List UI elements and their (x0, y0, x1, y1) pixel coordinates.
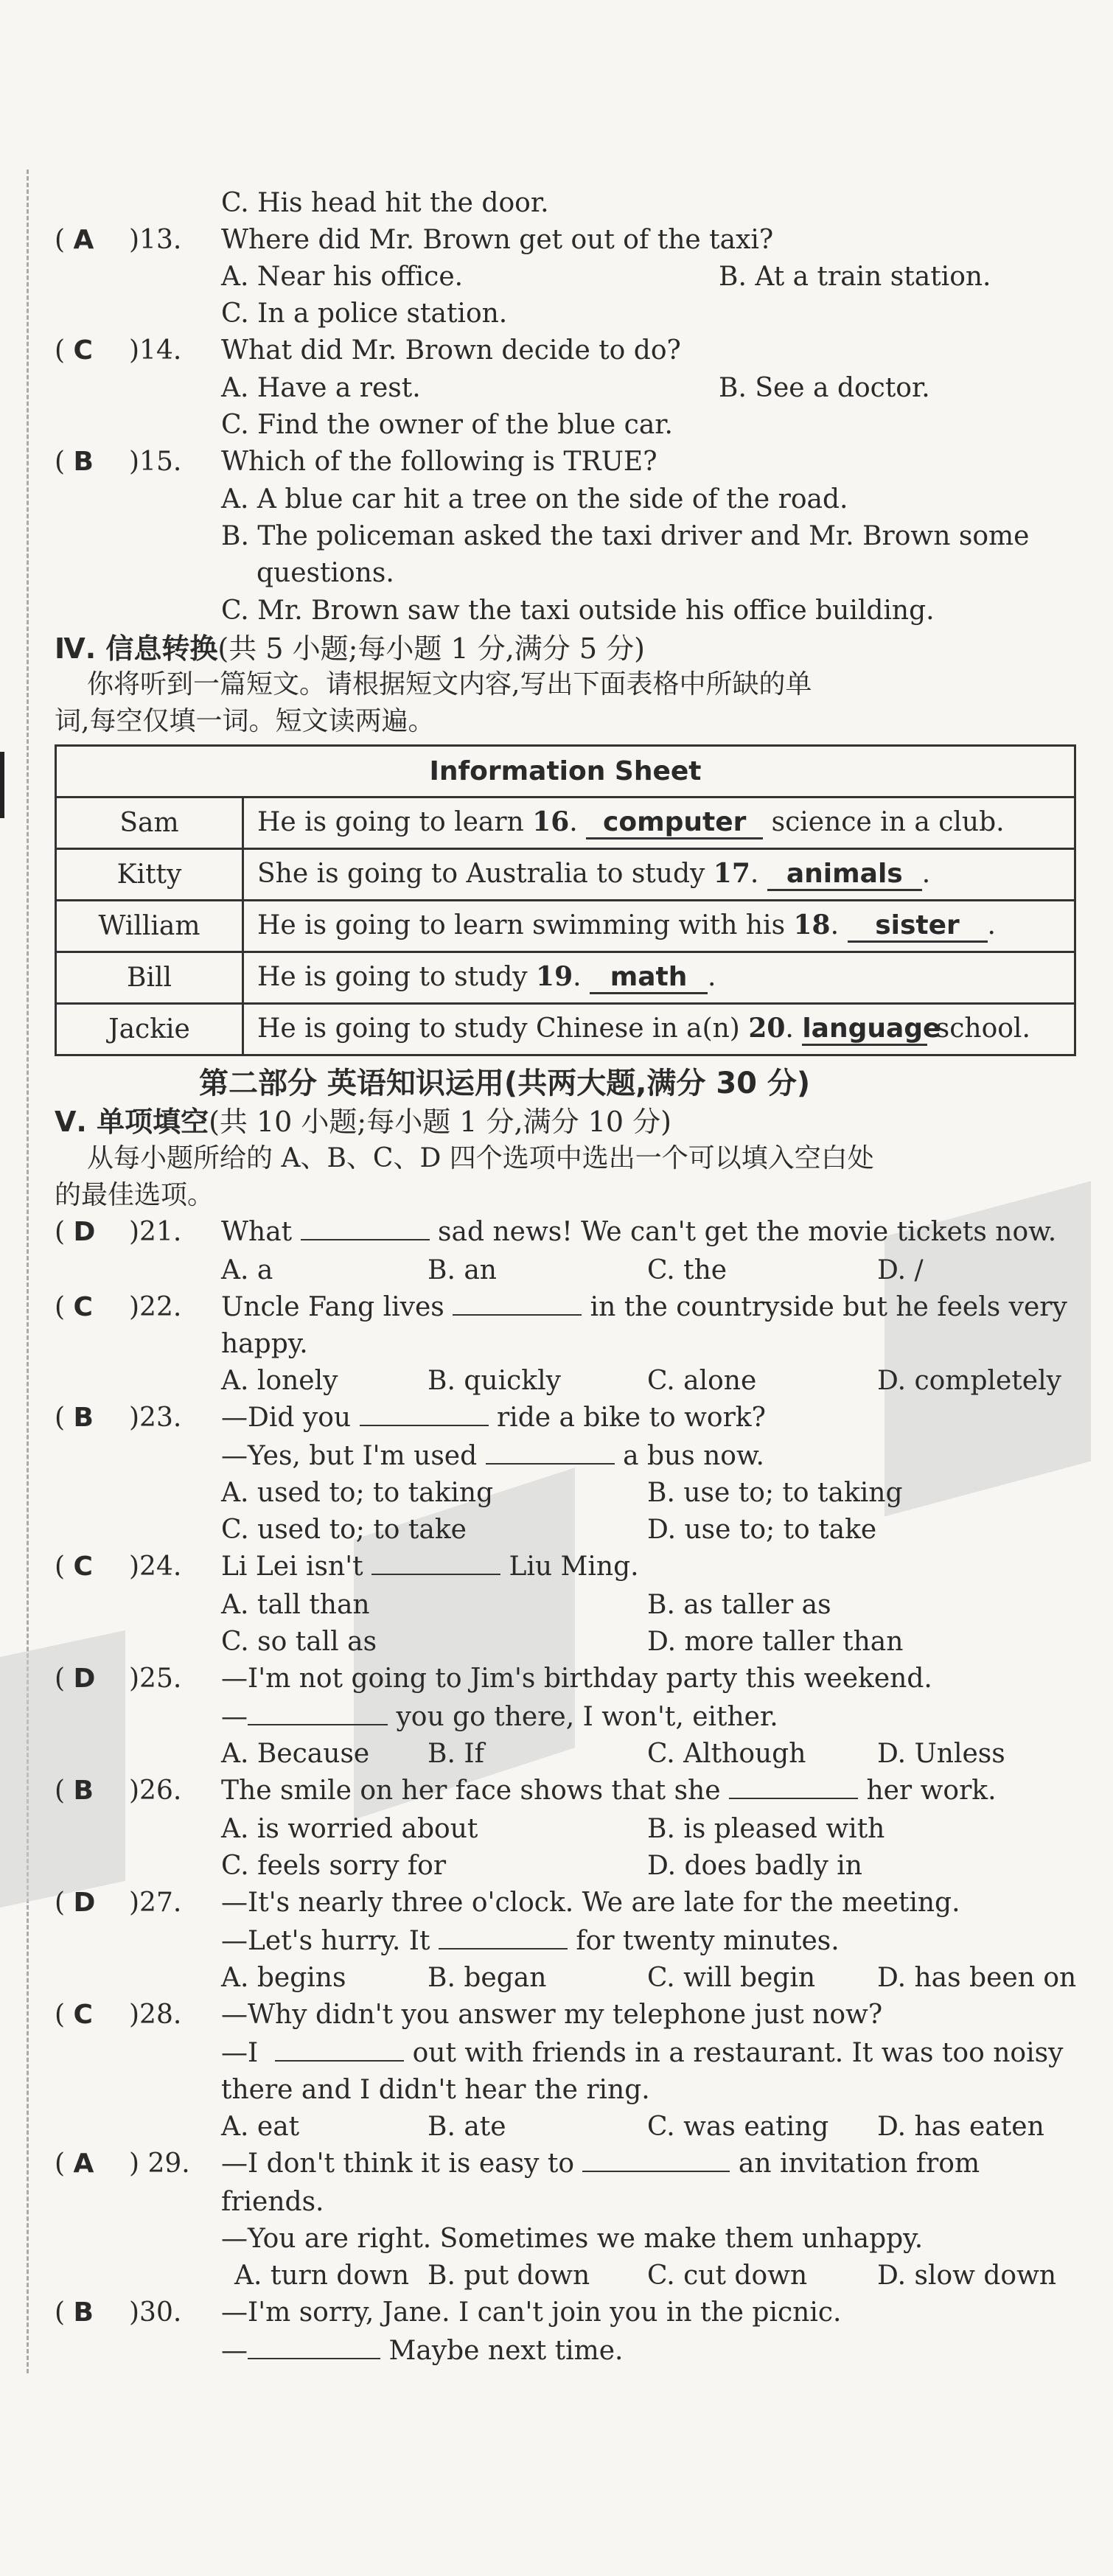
row-name: William (56, 901, 243, 952)
q26-option-b: B. is pleased with (647, 1814, 885, 1844)
answer-fill: language (802, 1014, 927, 1046)
q23-option-c: C. used to; to take (221, 1515, 467, 1545)
q21-question: What sad news! We can't get the movie tickets now. (221, 1217, 1057, 1247)
q29-option-d: D. slow down (877, 2261, 1057, 2291)
q15-question: Which of the following is TRUE? (221, 447, 657, 477)
q15-option-a: A. A blue car hit a tree on the side of the road. (221, 484, 848, 514)
q24-option-a: A. tall than (221, 1590, 370, 1620)
table-row (56, 797, 1075, 849)
q25-option-c: C. Although (647, 1739, 806, 1769)
answer-fill: animals (767, 859, 922, 891)
table-row (56, 1004, 1075, 1055)
q14-answer: ( C (55, 335, 93, 366)
q28-number: )28. (129, 2000, 182, 2030)
q26-answer: ( B (55, 1776, 94, 1806)
q13-option-a: A. Near his office. (221, 262, 464, 292)
q23-option-a: A. used to; to taking (221, 1478, 494, 1508)
q29-option-c: C. cut down (647, 2261, 808, 2291)
q25-answer: ( D (55, 1664, 96, 1694)
row-name: Kitty (56, 849, 243, 901)
q30-answer: ( B (55, 2297, 94, 2328)
page-edge-mark (0, 752, 4, 818)
q27-number: )27. (129, 1888, 182, 1918)
q27-question: —It's nearly three o'clock. We are late for the meeting. (221, 1888, 960, 1918)
q26-number: )26. (129, 1776, 182, 1806)
section4-instruction-cont: 词,每空仅填一词。短文读两遍。 (55, 706, 435, 736)
q24-option-c: C. so tall as (221, 1627, 377, 1657)
q29-question-cont: friends. (221, 2187, 324, 2217)
q13-option-b: B. At a train station. (719, 262, 991, 292)
q24-option-d: D. more taller than (647, 1627, 904, 1657)
q22-option-a: A. lonely (221, 1366, 338, 1396)
q23-answer: ( B (55, 1403, 94, 1433)
q14-option-a: A. Have a rest. (221, 373, 421, 403)
section4-instruction: 你将听到一篇短文。请根据短文内容,写出下面表格中所缺的单 (87, 669, 812, 699)
q27-answer: ( D (55, 1888, 96, 1918)
binding-margin-line (27, 170, 29, 2373)
part2-title: 第二部分 英语知识运用(共两大题,满分 30 分) (199, 1067, 811, 1100)
q27-option-c: C. will begin (647, 1963, 816, 1993)
q27-option-b: B. began (428, 1963, 547, 1993)
q22-question: Uncle Fang lives in the countryside but he feels very (221, 1292, 1067, 1322)
q28-option-b: B. ate (428, 2112, 506, 2142)
table-row (56, 901, 1075, 952)
q14-option-b: B. See a doctor. (719, 373, 930, 403)
row-text: He is going to study Chinese in a(n) 20. language school. (243, 1004, 1075, 1055)
q28-option-c: C. was eating (647, 2112, 829, 2142)
q28-question-cont: —I out with friends in a restaurant. It was too noisy (221, 2038, 1064, 2068)
q26-option-a: A. is worried about (221, 1814, 478, 1844)
table-row (56, 849, 1075, 901)
q30-question: —I'm sorry, Jane. I can't join you in the picnic. (221, 2297, 842, 2328)
q21-option-c: C. the (647, 1255, 728, 1285)
q25-option-d: D. Unless (877, 1739, 1005, 1769)
answer-fill: sister (848, 911, 988, 943)
section5-instruction-cont: 的最佳选项。 (55, 1180, 214, 1210)
section4-title: Ⅳ. 信息转换(共 5 小题;每小题 1 分,满分 5 分) (55, 632, 645, 665)
q26-option-c: C. feels sorry for (221, 1851, 447, 1881)
q14-number: )14. (129, 335, 182, 366)
q30-number: )30. (129, 2297, 182, 2328)
row-name: Jackie (56, 1004, 243, 1055)
q15-answer: ( B (55, 447, 94, 477)
q22-question-cont: happy. (221, 1329, 308, 1359)
q15-option-b-cont: questions. (257, 558, 394, 588)
q21-answer: ( D (55, 1217, 96, 1247)
q29-answer: ( A (55, 2149, 94, 2179)
q29-option-b: B. put down (428, 2261, 590, 2291)
q23-option-b: B. use to; to taking (647, 1478, 903, 1508)
table-header: Information Sheet (56, 746, 1075, 797)
q21-option-d: D. / (877, 1255, 924, 1285)
row-name: Sam (56, 797, 243, 849)
q15-number: )15. (129, 447, 182, 477)
q24-option-b: B. as taller as (647, 1590, 831, 1620)
q22-option-d: D. completely (877, 1366, 1061, 1396)
q14-question: What did Mr. Brown decide to do? (221, 335, 681, 366)
answer-fill: computer (586, 808, 763, 840)
q13-answer: ( A (55, 225, 94, 255)
q23-number: )23. (129, 1403, 182, 1433)
row-text: He is going to learn swimming with his 18. sister . (243, 901, 1075, 952)
q21-option-b: B. an (428, 1255, 497, 1285)
q22-option-c: C. alone (647, 1366, 757, 1396)
table-row (56, 952, 1075, 1004)
q29-number: ) 29. (129, 2149, 190, 2179)
q14-option-c: C. Find the owner of the blue car. (221, 410, 674, 440)
q26-option-d: D. does badly in (647, 1851, 862, 1881)
q25-option-b: B. If (428, 1739, 484, 1769)
q23-question-cont: —Yes, but I'm used a bus now. (221, 1441, 764, 1471)
q28-option-a: A. eat (221, 2112, 300, 2142)
row-text: He is going to learn 16. computer science in a club. (243, 797, 1075, 849)
q24-answer: ( C (55, 1551, 93, 1582)
q13-option-c: C. In a police station. (221, 299, 508, 329)
q23-question: —Did you ride a bike to work? (221, 1403, 766, 1433)
row-text: He is going to study 19. math . (243, 952, 1075, 1004)
q28-question-cont2: there and I didn't hear the ring. (221, 2075, 650, 2105)
q27-option-d: D. has been on (877, 1963, 1077, 1993)
information-sheet-table (55, 744, 1076, 1056)
q15-option-c: C. Mr. Brown saw the taxi outside his office building. (221, 596, 935, 626)
q21-number: )21. (129, 1217, 182, 1247)
q13-question: Where did Mr. Brown get out of the taxi? (221, 225, 774, 255)
q28-question: —Why didn't you answer my telephone just now? (221, 2000, 883, 2030)
q28-answer: ( C (55, 2000, 93, 2030)
q12-option-c: C. His head hit the door. (221, 188, 549, 218)
q13-number: )13. (129, 225, 182, 255)
q26-question: The smile on her face shows that she her work. (221, 1776, 997, 1806)
q27-option-a: A. begins (221, 1963, 346, 1993)
q30-question-cont: — Maybe next time. (221, 2336, 624, 2366)
q24-question: Li Lei isn't Liu Ming. (221, 1551, 639, 1582)
section5-title: Ⅴ. 单项填空(共 10 小题;每小题 1 分,满分 10 分) (55, 1106, 671, 1138)
q24-number: )24. (129, 1551, 182, 1582)
q28-option-d: D. has eaten (877, 2112, 1044, 2142)
q25-option-a: A. Because (221, 1739, 370, 1769)
q22-answer: ( C (55, 1292, 93, 1322)
row-text: She is going to Australia to study 17. animals . (243, 849, 1075, 901)
q25-question: —I'm not going to Jim's birthday party this weekend. (221, 1664, 932, 1694)
q25-question-cont: — you go there, I won't, either. (221, 1702, 778, 1732)
section5-instruction: 从每小题所给的 A、B、C、D 四个选项中选出一个可以填入空白处 (87, 1143, 874, 1173)
answer-fill: math (590, 963, 708, 994)
q29-question-cont2: —You are right. Sometimes we make them unhappy. (221, 2224, 924, 2254)
row-name: Bill (56, 952, 243, 1004)
q15-option-b: B. The policeman asked the taxi driver and Mr. Brown some (221, 521, 1030, 551)
q27-question-cont: —Let's hurry. It for twenty minutes. (221, 1926, 840, 1956)
q29-question: —I don't think it is easy to an invitation from (221, 2149, 980, 2179)
q23-option-d: D. use to; to take (647, 1515, 877, 1545)
q25-number: )25. (129, 1664, 182, 1694)
q22-number: )22. (129, 1292, 182, 1322)
q29-option-a: A. turn down (234, 2261, 410, 2291)
q22-option-b: B. quickly (428, 1366, 561, 1396)
q21-option-a: A. a (221, 1255, 273, 1285)
